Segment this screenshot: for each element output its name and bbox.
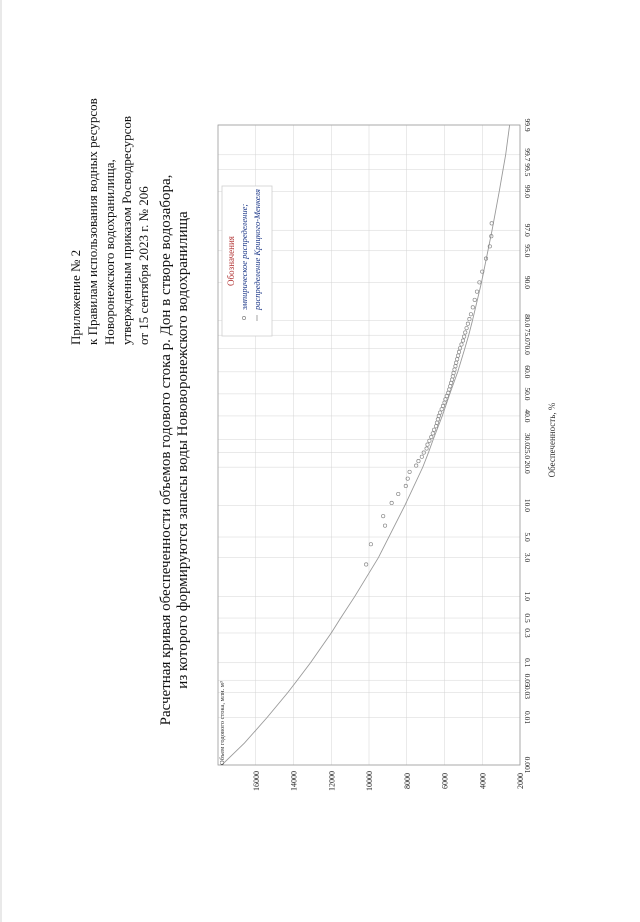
- y-tick-label: 6000: [440, 773, 450, 789]
- empirical-point: [414, 464, 417, 467]
- empirical-point: [455, 357, 458, 360]
- empirical-point: [466, 322, 469, 325]
- empirical-point: [441, 404, 444, 407]
- x-axis-ticks: [523, 118, 532, 773]
- x-tick-label: 0.001: [523, 756, 532, 774]
- empirical-point: [436, 418, 439, 421]
- probability-curve-chart: [218, 118, 557, 791]
- x-tick-label: 10.0: [523, 498, 532, 512]
- legend-entry-empirical: эмпирическое распределение;: [239, 203, 249, 310]
- x-tick-label: 30.0: [523, 432, 532, 447]
- x-tick-label: 70.0: [523, 341, 532, 355]
- empirical-point: [430, 435, 433, 438]
- x-tick-label: 0.05: [523, 673, 532, 687]
- y-tick-label: 2000: [516, 773, 525, 789]
- appendix-block: [68, 98, 151, 345]
- x-tick-label: 0.3: [523, 628, 532, 638]
- empirical-point: [453, 368, 456, 371]
- x-tick-label: 25.0: [523, 446, 532, 460]
- x-tick-label: 75.0: [523, 328, 532, 342]
- empirical-point: [364, 563, 367, 566]
- empirical-point: [450, 378, 453, 381]
- empirical-point: [434, 425, 437, 428]
- empirical-point: [420, 455, 423, 458]
- appendix-line: Приложение № 2: [68, 249, 83, 345]
- x-tick-label: 99.7: [523, 148, 532, 162]
- empirical-point: [397, 492, 400, 495]
- y-tick-label: 14000: [289, 771, 299, 791]
- chart-title-line-2: из которого формируются запасы воды Нововоронежского водохранилища: [175, 211, 191, 689]
- x-tick-label: 97.0: [523, 223, 532, 237]
- empirical-point: [471, 306, 474, 309]
- empirical-point: [369, 543, 372, 546]
- x-tick-label: 3.0: [523, 552, 532, 563]
- empirical-point: [390, 501, 393, 504]
- legend-entry-curve: распределение Крицкого-Менкеля: [252, 189, 262, 310]
- x-tick-label: 1.0: [523, 591, 532, 602]
- empirical-point: [475, 290, 478, 293]
- empirical-point: [449, 381, 452, 384]
- y-tick-label: 16000: [251, 771, 261, 791]
- empirical-point: [445, 394, 448, 397]
- x-tick-label: 40.0: [523, 409, 532, 423]
- x-tick-label: 95.0: [523, 244, 532, 258]
- empirical-point: [461, 339, 464, 342]
- x-tick-label: 0.1: [523, 658, 532, 668]
- x-tick-label: 99.5: [523, 163, 532, 177]
- empirical-point: [454, 364, 457, 367]
- empirical-point: [426, 443, 429, 446]
- empirical-point: [448, 385, 451, 388]
- empirical-point: [460, 343, 463, 346]
- empirical-point: [440, 408, 443, 411]
- empirical-point: [457, 350, 460, 353]
- y-tick-label: 12000: [327, 771, 337, 791]
- empirical-point: [431, 432, 434, 435]
- empirical-point: [432, 428, 435, 431]
- appendix-line: к Правилам использования водных ресурсов: [85, 98, 100, 345]
- x-axis-label: Обеспеченность, %: [547, 402, 557, 478]
- appendix-line: от 15 сентября 2023 г. № 206: [136, 186, 151, 345]
- empirical-point: [383, 524, 386, 527]
- y-axis-ticks: [252, 771, 525, 791]
- y-tick-label: 8000: [402, 773, 412, 789]
- empirical-point: [473, 298, 476, 301]
- chart-heading: [158, 175, 191, 726]
- y-tick-label: 4000: [478, 773, 488, 789]
- x-tick-label: 50.0: [523, 387, 532, 401]
- x-tick-label: 0.01: [523, 710, 532, 725]
- x-tick-label: 99.0: [523, 184, 532, 199]
- x-tick-label: 0.5: [523, 613, 532, 623]
- empirical-point: [381, 514, 384, 517]
- empirical-point: [456, 354, 459, 357]
- chart-title-line-1: Расчетная кривая обеспеченности объемов годового стока р. Дон в створе водозабора,: [158, 174, 174, 726]
- x-tick-label: 60.0: [523, 365, 532, 379]
- x-tick-label: 90.0: [523, 275, 532, 289]
- empirical-point: [451, 375, 454, 378]
- empirical-point: [469, 313, 472, 316]
- appendix-line: Новоронежского водохранилища,: [102, 159, 117, 345]
- empirical-point: [455, 361, 458, 364]
- empirical-point: [464, 331, 467, 334]
- empirical-point: [425, 447, 428, 450]
- empirical-point: [417, 459, 420, 462]
- y-axis-label: Объем годового стока, млн. м³: [219, 681, 226, 765]
- legend: [222, 186, 272, 336]
- empirical-point: [408, 470, 411, 473]
- empirical-point: [465, 326, 468, 329]
- appendix-line: утвержденным приказом Росводресурсов: [119, 116, 134, 345]
- y-tick-label: 10000: [365, 771, 374, 791]
- empirical-point: [435, 421, 438, 424]
- legend-title: Обозначения: [226, 236, 236, 286]
- x-tick-label: 20.0: [523, 460, 532, 474]
- empirical-point: [438, 411, 441, 414]
- x-tick-label: 5.0: [523, 532, 532, 542]
- empirical-point: [468, 317, 471, 320]
- x-tick-label: 0.03: [523, 685, 532, 700]
- x-tick-label: 99.9: [523, 118, 532, 132]
- x-tick-label: 80.0: [523, 314, 532, 328]
- empirical-point: [448, 388, 451, 391]
